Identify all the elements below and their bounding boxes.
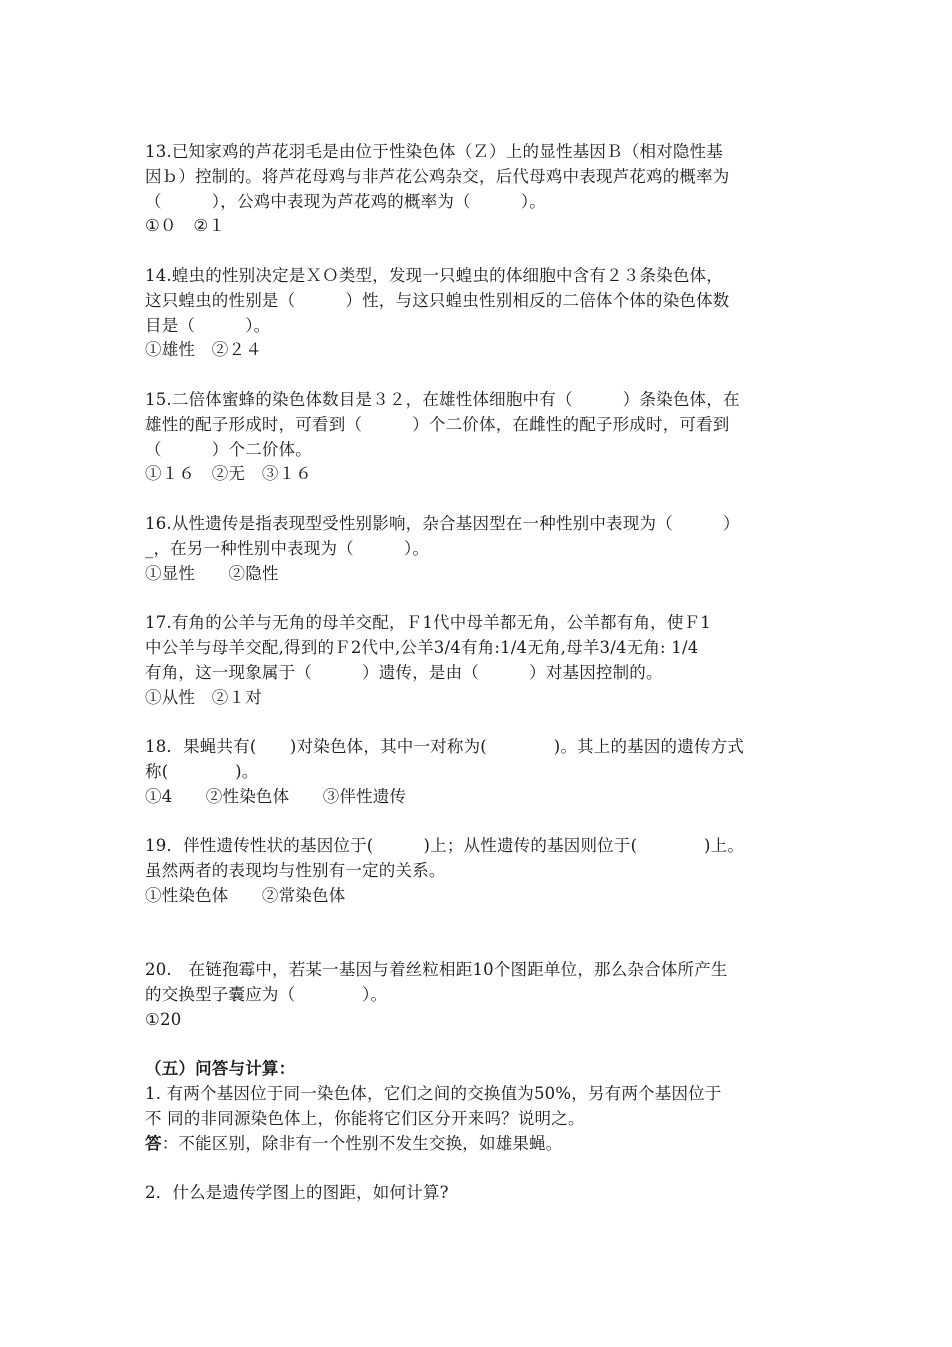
answer-key: ①雄性 ②２４ bbox=[145, 340, 262, 360]
question-18 bbox=[145, 735, 813, 809]
question-text-line: 因ｂ）控制的。将芦花母鸡与非芦花公鸡杂交，后代母鸡中表现芦花鸡的概率为 bbox=[145, 166, 730, 186]
question-text-line: （ ）个二价体。 bbox=[145, 439, 312, 459]
answer-key: ①１６ ②无 ③１６ bbox=[145, 464, 312, 484]
question-text-line: 有角，这一现象属于（ ）遗传，是由（ ）对基因控制的。 bbox=[145, 662, 663, 682]
question-text-line: 17.有角的公羊与无角的母羊交配，Ｆ1代中母羊都无角，公羊都有角，使Ｆ1 bbox=[145, 613, 711, 633]
question-text-line: 目是（ ）。 bbox=[145, 315, 271, 335]
answer-line bbox=[145, 1132, 813, 1157]
question-text-line: 16.从性遗传是指表现型受性别影响，杂合基因型在一种性别中表现为（ ） bbox=[145, 513, 740, 533]
question-13 bbox=[145, 140, 813, 239]
question-text-line: 15.二倍体蜜蜂的染色体数目是３２，在雄性体细胞中有（ ）条染色体，在 bbox=[145, 389, 740, 409]
section-heading: （五）问答与计算： bbox=[145, 1059, 296, 1079]
question-text-line: 虽然两者的表现均与性别有一定的关系。 bbox=[145, 861, 446, 881]
question-text-line: 的交换型子囊应为（ ）。 bbox=[145, 985, 388, 1005]
question-text-line: 这只蝗虫的性别是（ ）性，与这只蝗虫性别相反的二倍体个体的染色体数 bbox=[145, 290, 730, 310]
answer-text: ：不能区别，除非有一个性别不发生交换，如雄果蝇。 bbox=[161, 1133, 563, 1153]
question-text-line: 19．伴性遗传性状的基因位于( )上；从性遗传的基因则位于( )上。 bbox=[145, 836, 745, 856]
answer-key: ①20 bbox=[145, 1009, 182, 1029]
answer-key: ①从性 ②１对 bbox=[145, 687, 262, 707]
question-text-line: 中公羊与母羊交配,得到的Ｆ2代中,公羊3/4有角:1/4无角,母羊3/4无角: 1/4 bbox=[145, 637, 699, 657]
question-text-line: 18．果蝇共有( )对染色体，其中一对称为( )。其上的基因的遗传方式 bbox=[145, 737, 745, 757]
question-text-line: 20. 在链孢霉中，若某一基因与着丝粒相距10个图距单位，那么杂合体所产生 bbox=[145, 960, 728, 980]
question-19 bbox=[145, 834, 813, 908]
answer-key: ①性染色体 ②常染色体 bbox=[145, 885, 346, 905]
answer-key: ①显性 ②隐性 bbox=[145, 563, 279, 583]
question-text-line: 不 同的非同源染色体上，你能将它们区分开来吗？说明之。 bbox=[145, 1109, 585, 1129]
question-16 bbox=[145, 512, 813, 586]
question-14 bbox=[145, 264, 813, 363]
question-text-line: 2．什么是遗传学图上的图距，如何计算? bbox=[145, 1183, 449, 1203]
answer-key: ①０ ②１ bbox=[145, 216, 226, 236]
answer-label: 答 bbox=[145, 1133, 162, 1153]
document-body bbox=[145, 140, 813, 1206]
question-text-line: 1. 有两个基因位于同一染色体，它们之间的交换值为50%，另有两个基因位于 bbox=[145, 1084, 722, 1104]
question-text-line: 14.蝗虫的性别决定是ＸＯ类型，发现一只蝗虫的体细胞中含有２３条染色体， bbox=[145, 265, 723, 285]
section-qa-calculation bbox=[145, 1057, 813, 1206]
question-text-line: 雄性的配子形成时，可看到（ ）个二价体，在雌性的配子形成时，可看到 bbox=[145, 414, 730, 434]
question-15 bbox=[145, 388, 813, 487]
question-text-line: （ ），公鸡中表现为芦花鸡的概率为（ ）。 bbox=[145, 191, 546, 211]
answer-key: ①4 ②性染色体 ③伴性遗传 bbox=[145, 786, 407, 806]
question-text-line: 13.已知家鸡的芦花羽毛是由位于性染色体（Ｚ）上的显性基因Ｂ（相对隐性基 bbox=[145, 142, 723, 161]
question-text-line: _，在另一种性别中表现为（ ）。 bbox=[145, 538, 430, 558]
question-text-line: 称( )。 bbox=[145, 761, 259, 781]
question-17 bbox=[145, 611, 813, 710]
question-20 bbox=[145, 958, 813, 1032]
